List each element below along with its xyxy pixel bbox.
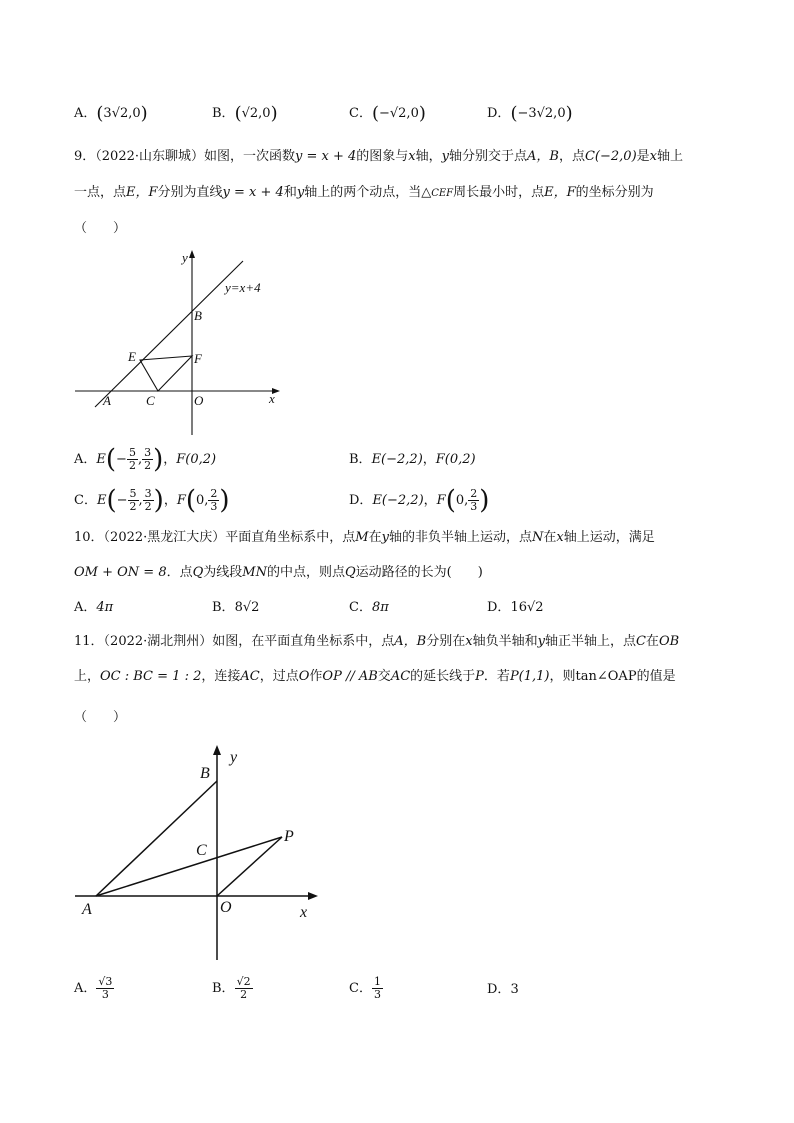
q11-label-P: P: [284, 828, 294, 845]
q9-label-F: F: [194, 351, 202, 366]
q11-option-c[interactable]: C． $\frac{1}{3}$: [349, 975, 381, 1001]
q9-label-B: B: [194, 308, 202, 323]
q8-option-a[interactable]: A．(3√2,0): [74, 103, 148, 124]
q9-y-arrow: [189, 250, 195, 258]
q11-label-x: x: [300, 904, 308, 921]
q11-label-B: B: [200, 765, 210, 782]
q11-figure: [70, 740, 330, 965]
q9-triangle-cef: [140, 356, 192, 391]
q9-label-O: O: [194, 393, 204, 408]
q10-option-b[interactable]: B．8√2: [212, 600, 260, 615]
q10-option-a[interactable]: A．4π: [74, 600, 114, 615]
q9-option-b[interactable]: B．E(−2,2)，F(0,2): [349, 452, 476, 467]
q9-stem-line1: 9．（2022·山东聊城）如图，一次函数y = x + 4的图象与x轴，y轴分别交于点A，B，点C(−2,0)是x轴上: [74, 149, 684, 164]
q11-stem-line1: 11．（2022·湖北荆州）如图，在平面直角坐标系中，点A，B分别在x轴负半轴和y轴正半轴上，点C在OB: [74, 634, 680, 649]
q11-option-d[interactable]: D．3: [487, 982, 519, 997]
q9-figure: [70, 240, 290, 440]
q9-option-a[interactable]: A．E(− $\frac{5}{2}$ , $\frac{3}{2}$ )，F(0,2): [74, 444, 217, 475]
q10-option-c[interactable]: C．8π: [349, 600, 389, 615]
q11-stem-line2: 上，OC : BC = 1 : 2，连接AC，过点O作OP // AB交AC的延长线于P．若P(1,1)，则tan∠OAP的值是: [74, 669, 676, 684]
q8-option-c[interactable]: C．(−√2,0): [349, 103, 426, 124]
q11-label-O: O: [220, 899, 232, 916]
q9-label-A: A: [103, 393, 111, 408]
q10-stem-line2: OM + ON = 8．点Q为线段MN的中点，则点Q运动路径的长为( ): [74, 565, 483, 580]
q10-stem-line1: 10．（2022·黑龙江大庆）平面直角坐标系中，点M在y轴的非负半轴上运动，点N在x轴上运动，满足: [74, 530, 655, 545]
q9-label-E: E: [128, 349, 136, 364]
q9-label-x: x: [269, 391, 275, 406]
q11-option-b[interactable]: B． $\frac{√2}{2}$: [212, 975, 251, 1001]
q9-label-C: C: [146, 393, 155, 408]
q8-option-d[interactable]: D．(−3√2,0): [487, 103, 573, 124]
q11-y-arrow: [213, 745, 221, 755]
q9-line-yx4: [95, 261, 243, 407]
q9-option-c[interactable]: C．E(− $\frac{5}{2}$ , $\frac{3}{2}$ )，F(0, $\frac{2}{3}$ ): [74, 485, 230, 516]
q9-label-y: y: [182, 250, 188, 265]
q9-option-d[interactable]: D．E(−2,2)，F(0, $\frac{2}{3}$ ): [349, 485, 490, 516]
q10-option-d[interactable]: D．16√2: [487, 600, 544, 615]
q11-x-arrow: [308, 892, 318, 900]
q11-label-C: C: [196, 842, 207, 859]
q11-segment-ab: [96, 781, 217, 896]
q8-option-b[interactable]: B．(√2,0): [212, 103, 278, 124]
q11-label-A: A: [82, 901, 92, 918]
q11-answer-blank: （ ）: [74, 710, 127, 725]
q11-label-y: y: [230, 749, 238, 766]
q11-segment-op: [217, 837, 282, 896]
q11-option-a[interactable]: A． $\frac{√3}{3}$: [74, 975, 113, 1001]
q9-answer-blank: （ ）: [74, 221, 127, 236]
q11-segment-ap: [96, 837, 282, 896]
q9-label-eq: y=x+4: [225, 280, 261, 295]
q9-stem-line2: 一点，点E，F分别为直线y = x + 4和y轴上的两个动点，当△CEF周长最小时，点E，F的坐标分别为: [74, 185, 654, 200]
